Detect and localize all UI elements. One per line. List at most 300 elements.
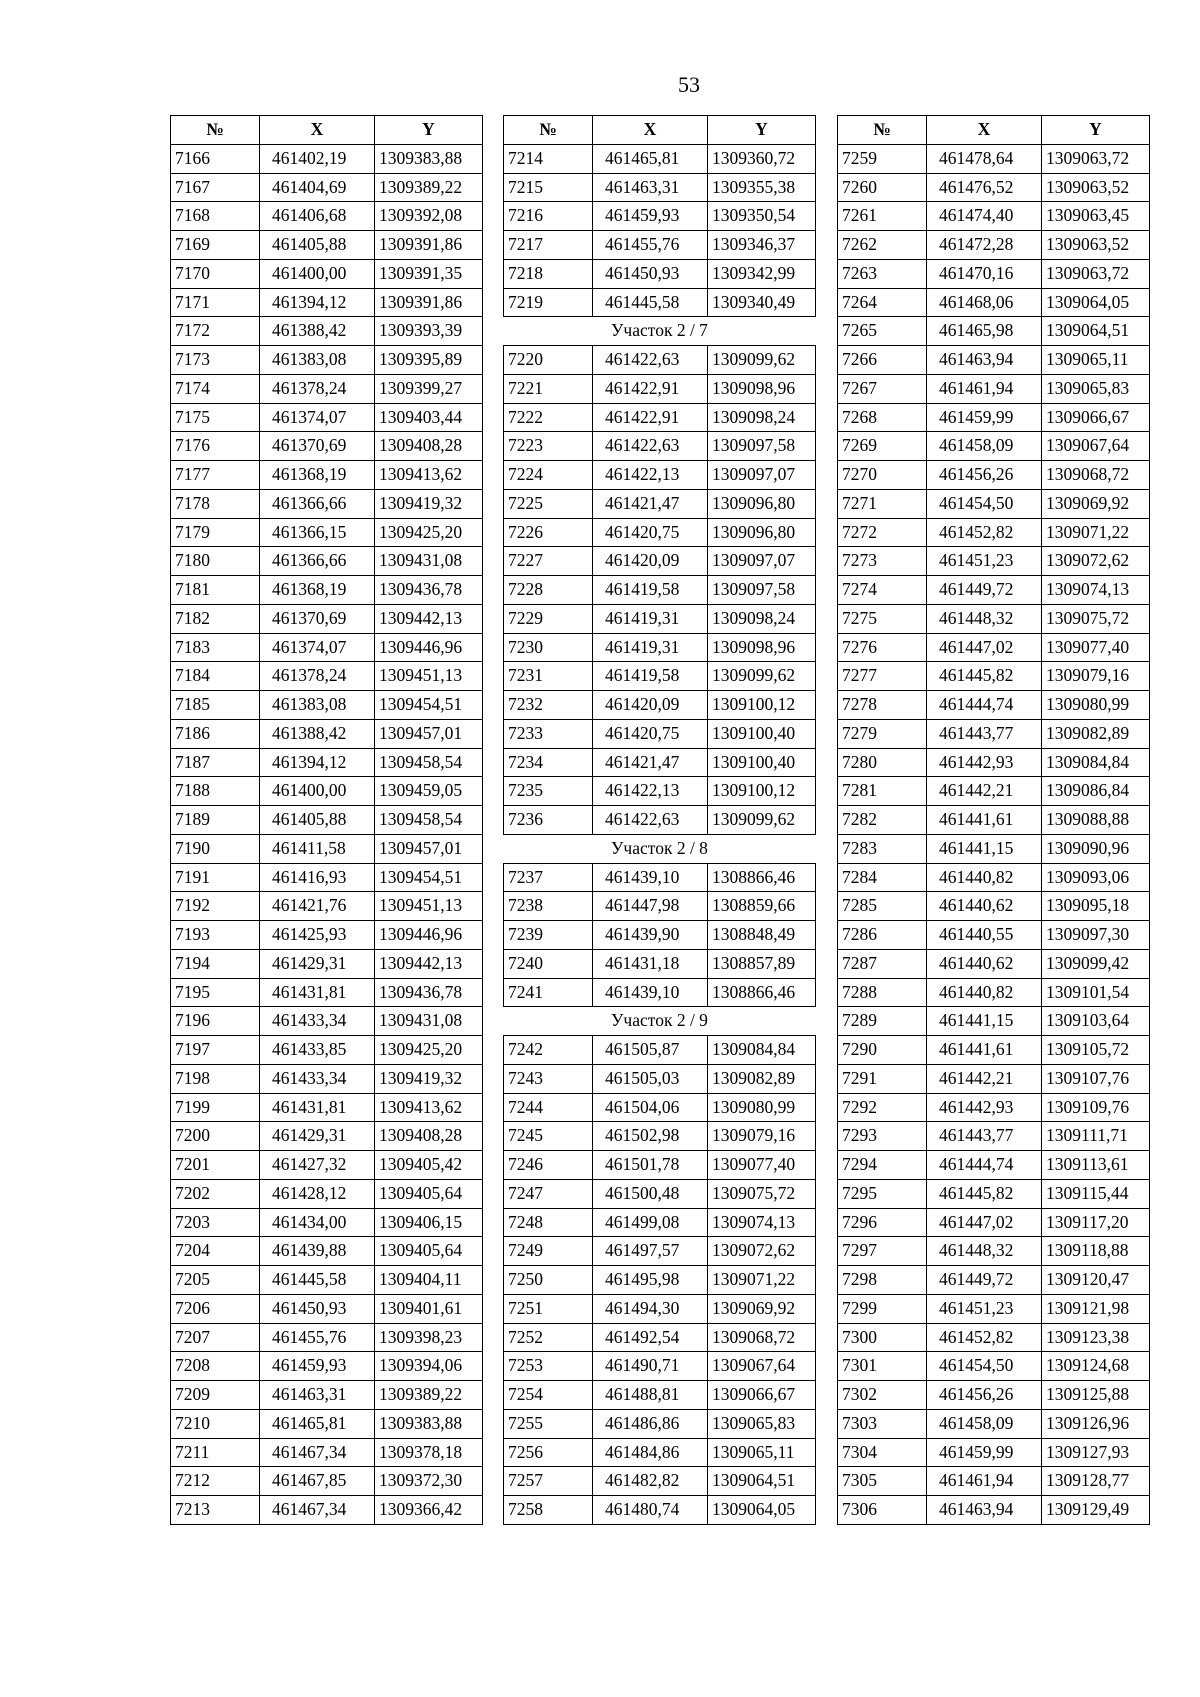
- point-number-cell: 7221: [504, 374, 593, 403]
- point-number-cell: 7181: [171, 576, 260, 605]
- x-coordinate-cell: 461419,31: [593, 633, 708, 662]
- y-coordinate-cell: 1309097,30: [1042, 921, 1150, 950]
- y-coordinate-cell: 1309068,72: [708, 1323, 816, 1352]
- point-number-cell: 7226: [504, 518, 593, 547]
- x-coordinate-cell: 461501,78: [593, 1151, 708, 1180]
- y-coordinate-cell: 1309378,18: [375, 1438, 483, 1467]
- table-row: [171, 432, 483, 461]
- point-number-cell: 7211: [171, 1438, 260, 1467]
- x-coordinate-cell: 461420,75: [593, 719, 708, 748]
- point-number-cell: 7205: [171, 1266, 260, 1295]
- y-coordinate-cell: 1309072,62: [708, 1237, 816, 1266]
- x-coordinate-cell: 461490,71: [593, 1352, 708, 1381]
- y-coordinate-cell: 1309065,83: [1042, 374, 1150, 403]
- x-coordinate-cell: 461441,15: [927, 1007, 1042, 1036]
- y-coordinate-cell: 1309451,13: [375, 662, 483, 691]
- point-number-cell: 7225: [504, 489, 593, 518]
- point-number-cell: 7303: [838, 1409, 927, 1438]
- point-number-cell: 7254: [504, 1381, 593, 1410]
- point-number-cell: 7223: [504, 432, 593, 461]
- table-row: [504, 892, 816, 921]
- point-number-cell: 7203: [171, 1208, 260, 1237]
- point-number-cell: 7178: [171, 489, 260, 518]
- y-coordinate-cell: 1309436,78: [375, 978, 483, 1007]
- y-coordinate-cell: 1309075,72: [708, 1179, 816, 1208]
- table-row: [171, 374, 483, 403]
- x-coordinate-cell: 461452,82: [927, 518, 1042, 547]
- y-coordinate-cell: 1309099,62: [708, 806, 816, 835]
- table-row: [504, 489, 816, 518]
- point-number-cell: 7206: [171, 1294, 260, 1323]
- table-row: [171, 288, 483, 317]
- y-coordinate-cell: 1309074,13: [1042, 576, 1150, 605]
- table-row: [171, 461, 483, 490]
- table-row: [504, 1294, 816, 1323]
- point-number-cell: 7189: [171, 806, 260, 835]
- point-number-cell: 7272: [838, 518, 927, 547]
- y-coordinate-cell: 1309097,58: [708, 432, 816, 461]
- table-row: [838, 1007, 1150, 1036]
- point-number-cell: 7243: [504, 1064, 593, 1093]
- table-row: [171, 1323, 483, 1352]
- table-row: [838, 288, 1150, 317]
- x-coordinate-cell: 461411,58: [260, 834, 375, 863]
- point-number-cell: 7209: [171, 1381, 260, 1410]
- y-coordinate-cell: 1309069,92: [708, 1294, 816, 1323]
- x-coordinate-cell: 461427,32: [260, 1151, 375, 1180]
- table-row: [504, 633, 816, 662]
- x-coordinate-cell: 461465,98: [927, 317, 1042, 346]
- y-coordinate-cell: 1309097,07: [708, 461, 816, 490]
- table-row: [838, 892, 1150, 921]
- table-row: [171, 1007, 483, 1036]
- table-row: [504, 173, 816, 202]
- point-number-cell: 7249: [504, 1237, 593, 1266]
- point-number-cell: 7299: [838, 1294, 927, 1323]
- y-coordinate-cell: 1309090,96: [1042, 834, 1150, 863]
- point-number-cell: 7234: [504, 748, 593, 777]
- x-coordinate-cell: 461433,34: [260, 1007, 375, 1036]
- point-number-cell: 7266: [838, 346, 927, 375]
- y-coordinate-cell: 1309442,13: [375, 604, 483, 633]
- point-number-cell: 7195: [171, 978, 260, 1007]
- y-coordinate-cell: 1309454,51: [375, 691, 483, 720]
- x-coordinate-cell: 461456,26: [927, 461, 1042, 490]
- table-row: [838, 834, 1150, 863]
- table-row: [838, 1151, 1150, 1180]
- x-coordinate-cell: 461419,58: [593, 576, 708, 605]
- point-number-cell: 7256: [504, 1438, 593, 1467]
- x-coordinate-cell: 461445,82: [927, 1179, 1042, 1208]
- point-number-cell: 7192: [171, 892, 260, 921]
- point-number-cell: 7199: [171, 1093, 260, 1122]
- table-row: [504, 346, 816, 375]
- table-row: [838, 1122, 1150, 1151]
- x-coordinate-cell: 461419,58: [593, 662, 708, 691]
- table-row: [838, 949, 1150, 978]
- table-row: [171, 691, 483, 720]
- point-number-cell: 7175: [171, 403, 260, 432]
- y-coordinate-cell: 1309405,42: [375, 1151, 483, 1180]
- x-coordinate-cell: 461441,61: [927, 1036, 1042, 1065]
- point-number-cell: 7288: [838, 978, 927, 1007]
- x-coordinate-cell: 461378,24: [260, 374, 375, 403]
- x-coordinate-cell: 461465,81: [593, 144, 708, 173]
- y-coordinate-cell: 1309117,20: [1042, 1208, 1150, 1237]
- x-coordinate-cell: 461422,91: [593, 403, 708, 432]
- y-coordinate-cell: 1309066,67: [708, 1381, 816, 1410]
- table-row: [838, 1294, 1150, 1323]
- x-coordinate-cell: 461449,72: [927, 576, 1042, 605]
- x-coordinate-cell: 461463,94: [927, 1496, 1042, 1525]
- y-coordinate-cell: 1309394,06: [375, 1352, 483, 1381]
- x-coordinate-cell: 461422,13: [593, 777, 708, 806]
- header-y: Y: [1042, 116, 1150, 145]
- y-coordinate-cell: 1309107,76: [1042, 1064, 1150, 1093]
- table-row: [838, 633, 1150, 662]
- table-row: [838, 1266, 1150, 1295]
- table-row: [838, 403, 1150, 432]
- table-row: [838, 518, 1150, 547]
- x-coordinate-cell: 461455,76: [593, 231, 708, 260]
- point-number-cell: 7305: [838, 1467, 927, 1496]
- x-coordinate-cell: 461467,85: [260, 1467, 375, 1496]
- x-coordinate-cell: 461461,94: [927, 1467, 1042, 1496]
- y-coordinate-cell: 1309082,89: [708, 1064, 816, 1093]
- x-coordinate-cell: 461454,50: [927, 489, 1042, 518]
- table-row: [504, 1409, 816, 1438]
- table-row: [504, 719, 816, 748]
- point-number-cell: 7245: [504, 1122, 593, 1151]
- y-coordinate-cell: 1309408,28: [375, 1122, 483, 1151]
- y-coordinate-cell: 1309079,16: [1042, 662, 1150, 691]
- table-row: [838, 691, 1150, 720]
- x-coordinate-cell: 461394,12: [260, 288, 375, 317]
- x-coordinate-cell: 461431,81: [260, 1093, 375, 1122]
- x-coordinate-cell: 461440,82: [927, 863, 1042, 892]
- header-number: №: [171, 116, 260, 145]
- table-row: [504, 604, 816, 633]
- point-number-cell: 7300: [838, 1323, 927, 1352]
- point-number-cell: 7207: [171, 1323, 260, 1352]
- x-coordinate-cell: 461443,77: [927, 1122, 1042, 1151]
- x-coordinate-cell: 461467,34: [260, 1438, 375, 1467]
- section-title: Участок 2 / 8: [504, 834, 816, 863]
- y-coordinate-cell: 1309071,22: [708, 1266, 816, 1295]
- x-coordinate-cell: 461459,99: [927, 1438, 1042, 1467]
- y-coordinate-cell: 1309124,68: [1042, 1352, 1150, 1381]
- y-coordinate-cell: 1309431,08: [375, 547, 483, 576]
- section-title: Участок 2 / 7: [504, 317, 816, 346]
- table-row: [504, 1208, 816, 1237]
- x-coordinate-cell: 461492,54: [593, 1323, 708, 1352]
- x-coordinate-cell: 461451,23: [927, 1294, 1042, 1323]
- table-row: [838, 374, 1150, 403]
- y-coordinate-cell: 1308857,89: [708, 949, 816, 978]
- x-coordinate-cell: 461463,31: [260, 1381, 375, 1410]
- x-coordinate-cell: 461370,69: [260, 432, 375, 461]
- x-coordinate-cell: 461494,30: [593, 1294, 708, 1323]
- y-coordinate-cell: 1309097,58: [708, 576, 816, 605]
- table-row: [504, 1036, 816, 1065]
- section-title: Участок 2 / 9: [504, 1007, 816, 1036]
- table-row: [171, 1381, 483, 1410]
- y-coordinate-cell: 1309457,01: [375, 719, 483, 748]
- point-number-cell: 7291: [838, 1064, 927, 1093]
- point-number-cell: 7215: [504, 173, 593, 202]
- header-x: X: [260, 116, 375, 145]
- point-number-cell: 7170: [171, 259, 260, 288]
- y-coordinate-cell: 1309128,77: [1042, 1467, 1150, 1496]
- table-row: [171, 806, 483, 835]
- point-number-cell: 7286: [838, 921, 927, 950]
- point-number-cell: 7247: [504, 1179, 593, 1208]
- y-coordinate-cell: 1309405,64: [375, 1237, 483, 1266]
- table-row: [504, 1323, 816, 1352]
- table-row: [504, 806, 816, 835]
- y-coordinate-cell: 1309125,88: [1042, 1381, 1150, 1410]
- point-number-cell: 7219: [504, 288, 593, 317]
- point-number-cell: 7269: [838, 432, 927, 461]
- x-coordinate-cell: 461374,07: [260, 403, 375, 432]
- y-coordinate-cell: 1309372,30: [375, 1467, 483, 1496]
- point-number-cell: 7174: [171, 374, 260, 403]
- point-number-cell: 7217: [504, 231, 593, 260]
- x-coordinate-cell: 461366,15: [260, 518, 375, 547]
- point-number-cell: 7176: [171, 432, 260, 461]
- y-coordinate-cell: 1309071,22: [1042, 518, 1150, 547]
- x-coordinate-cell: 461440,62: [927, 892, 1042, 921]
- y-coordinate-cell: 1309121,98: [1042, 1294, 1150, 1323]
- point-number-cell: 7262: [838, 231, 927, 260]
- point-number-cell: 7232: [504, 691, 593, 720]
- y-coordinate-cell: 1309095,18: [1042, 892, 1150, 921]
- y-coordinate-cell: 1309405,64: [375, 1179, 483, 1208]
- point-number-cell: 7210: [171, 1409, 260, 1438]
- table-row: [504, 1381, 816, 1410]
- point-number-cell: 7224: [504, 461, 593, 490]
- x-coordinate-cell: 461467,34: [260, 1496, 375, 1525]
- y-coordinate-cell: 1309080,99: [708, 1093, 816, 1122]
- x-coordinate-cell: 461463,94: [927, 346, 1042, 375]
- table-row: [171, 978, 483, 1007]
- x-coordinate-cell: 461445,58: [260, 1266, 375, 1295]
- table-row: [504, 691, 816, 720]
- y-coordinate-cell: 1309111,71: [1042, 1122, 1150, 1151]
- y-coordinate-cell: 1309074,13: [708, 1208, 816, 1237]
- y-coordinate-cell: 1309063,72: [1042, 144, 1150, 173]
- table-row: [838, 1496, 1150, 1525]
- point-number-cell: 7246: [504, 1151, 593, 1180]
- x-coordinate-cell: 461497,57: [593, 1237, 708, 1266]
- y-coordinate-cell: 1309389,22: [375, 173, 483, 202]
- point-number-cell: 7290: [838, 1036, 927, 1065]
- x-coordinate-cell: 461447,02: [927, 633, 1042, 662]
- table-row: [171, 892, 483, 921]
- x-coordinate-cell: 461422,63: [593, 432, 708, 461]
- table-row: [838, 202, 1150, 231]
- point-number-cell: 7257: [504, 1467, 593, 1496]
- point-number-cell: 7244: [504, 1093, 593, 1122]
- x-coordinate-cell: 461394,12: [260, 748, 375, 777]
- x-coordinate-cell: 461441,15: [927, 834, 1042, 863]
- y-coordinate-cell: 1309395,89: [375, 346, 483, 375]
- table-row: [171, 1496, 483, 1525]
- x-coordinate-cell: 461500,48: [593, 1179, 708, 1208]
- table-row: [838, 489, 1150, 518]
- y-coordinate-cell: 1309129,49: [1042, 1496, 1150, 1525]
- table-row: [504, 144, 816, 173]
- y-coordinate-cell: 1309120,47: [1042, 1266, 1150, 1295]
- y-coordinate-cell: 1309100,12: [708, 777, 816, 806]
- x-coordinate-cell: 461488,81: [593, 1381, 708, 1410]
- x-coordinate-cell: 461443,77: [927, 719, 1042, 748]
- point-number-cell: 7273: [838, 547, 927, 576]
- y-coordinate-cell: 1309406,15: [375, 1208, 483, 1237]
- x-coordinate-cell: 461447,98: [593, 892, 708, 921]
- table-row: [838, 1438, 1150, 1467]
- x-coordinate-cell: 461465,81: [260, 1409, 375, 1438]
- x-coordinate-cell: 461388,42: [260, 317, 375, 346]
- y-coordinate-cell: 1309063,52: [1042, 173, 1150, 202]
- x-coordinate-cell: 461439,90: [593, 921, 708, 950]
- table-row: [504, 662, 816, 691]
- y-coordinate-cell: 1309100,12: [708, 691, 816, 720]
- y-coordinate-cell: 1309459,05: [375, 777, 483, 806]
- x-coordinate-cell: 461421,47: [593, 748, 708, 777]
- point-number-cell: 7289: [838, 1007, 927, 1036]
- y-coordinate-cell: 1309064,51: [708, 1467, 816, 1496]
- x-coordinate-cell: 461472,28: [927, 231, 1042, 260]
- y-coordinate-cell: 1309340,49: [708, 288, 816, 317]
- y-coordinate-cell: 1309082,89: [1042, 719, 1150, 748]
- point-number-cell: 7283: [838, 834, 927, 863]
- table-row: [504, 1496, 816, 1525]
- y-coordinate-cell: 1309389,22: [375, 1381, 483, 1410]
- coordinate-table-3: [837, 115, 1150, 1525]
- point-number-cell: 7218: [504, 259, 593, 288]
- x-coordinate-cell: 461404,69: [260, 173, 375, 202]
- table-row: [504, 1266, 816, 1295]
- y-coordinate-cell: 1309346,37: [708, 231, 816, 260]
- point-number-cell: 7275: [838, 604, 927, 633]
- table-row: [504, 374, 816, 403]
- y-coordinate-cell: 1309065,11: [708, 1438, 816, 1467]
- point-number-cell: 7222: [504, 403, 593, 432]
- table-row: [838, 1179, 1150, 1208]
- point-number-cell: 7202: [171, 1179, 260, 1208]
- table-row: [838, 231, 1150, 260]
- y-coordinate-cell: 1309355,38: [708, 173, 816, 202]
- point-number-cell: 7292: [838, 1093, 927, 1122]
- table-row: [171, 489, 483, 518]
- y-coordinate-cell: 1309413,62: [375, 1093, 483, 1122]
- table-row: [171, 547, 483, 576]
- x-coordinate-cell: 461421,76: [260, 892, 375, 921]
- point-number-cell: 7278: [838, 691, 927, 720]
- y-coordinate-cell: 1309097,07: [708, 547, 816, 576]
- x-coordinate-cell: 461450,93: [260, 1294, 375, 1323]
- x-coordinate-cell: 461442,93: [927, 1093, 1042, 1122]
- table-row: [504, 1122, 816, 1151]
- y-coordinate-cell: 1309391,86: [375, 231, 483, 260]
- point-number-cell: 7196: [171, 1007, 260, 1036]
- table-row: [838, 1036, 1150, 1065]
- point-number-cell: 7242: [504, 1036, 593, 1065]
- y-coordinate-cell: 1309098,96: [708, 374, 816, 403]
- table-row: [171, 949, 483, 978]
- x-coordinate-cell: 461429,31: [260, 949, 375, 978]
- y-coordinate-cell: 1309458,54: [375, 806, 483, 835]
- x-coordinate-cell: 461484,86: [593, 1438, 708, 1467]
- y-coordinate-cell: 1309068,72: [1042, 461, 1150, 490]
- table-row: [838, 1409, 1150, 1438]
- y-coordinate-cell: 1309096,80: [708, 518, 816, 547]
- table-row: [838, 1093, 1150, 1122]
- point-number-cell: 7235: [504, 777, 593, 806]
- point-number-cell: 7241: [504, 978, 593, 1007]
- y-coordinate-cell: 1309127,93: [1042, 1438, 1150, 1467]
- x-coordinate-cell: 461470,16: [927, 259, 1042, 288]
- y-coordinate-cell: 1309403,44: [375, 403, 483, 432]
- x-coordinate-cell: 461439,88: [260, 1237, 375, 1266]
- point-number-cell: 7193: [171, 921, 260, 950]
- y-coordinate-cell: 1309109,76: [1042, 1093, 1150, 1122]
- table-row: [504, 576, 816, 605]
- y-coordinate-cell: 1309084,84: [1042, 748, 1150, 777]
- x-coordinate-cell: 461442,21: [927, 777, 1042, 806]
- x-coordinate-cell: 461431,81: [260, 978, 375, 1007]
- table-row: [504, 1179, 816, 1208]
- table-row: [838, 921, 1150, 950]
- point-number-cell: 7301: [838, 1352, 927, 1381]
- x-coordinate-cell: 461458,09: [927, 432, 1042, 461]
- point-number-cell: 7180: [171, 547, 260, 576]
- point-number-cell: 7213: [171, 1496, 260, 1525]
- section-row: [504, 317, 816, 346]
- table-row: [504, 777, 816, 806]
- y-coordinate-cell: 1309072,62: [1042, 547, 1150, 576]
- x-coordinate-cell: 461504,06: [593, 1093, 708, 1122]
- y-coordinate-cell: 1309077,40: [1042, 633, 1150, 662]
- point-number-cell: 7179: [171, 518, 260, 547]
- point-number-cell: 7220: [504, 346, 593, 375]
- y-coordinate-cell: 1309067,64: [1042, 432, 1150, 461]
- x-coordinate-cell: 461447,02: [927, 1208, 1042, 1237]
- coordinate-table-1: [170, 115, 483, 1525]
- table-row: [171, 1179, 483, 1208]
- x-coordinate-cell: 461422,63: [593, 806, 708, 835]
- table-row: [171, 1151, 483, 1180]
- point-number-cell: 7167: [171, 173, 260, 202]
- point-number-cell: 7227: [504, 547, 593, 576]
- x-coordinate-cell: 461461,94: [927, 374, 1042, 403]
- table-row: [171, 1294, 483, 1323]
- point-number-cell: 7306: [838, 1496, 927, 1525]
- point-number-cell: 7271: [838, 489, 927, 518]
- table-row: [171, 921, 483, 950]
- y-coordinate-cell: 1309079,16: [708, 1122, 816, 1151]
- y-coordinate-cell: 1309458,54: [375, 748, 483, 777]
- point-number-cell: 7270: [838, 461, 927, 490]
- x-coordinate-cell: 461439,10: [593, 978, 708, 1007]
- table-row: [504, 1467, 816, 1496]
- y-coordinate-cell: 1309064,05: [708, 1496, 816, 1525]
- x-coordinate-cell: 461505,87: [593, 1036, 708, 1065]
- x-coordinate-cell: 461431,18: [593, 949, 708, 978]
- x-coordinate-cell: 461383,08: [260, 691, 375, 720]
- y-coordinate-cell: 1309075,72: [1042, 604, 1150, 633]
